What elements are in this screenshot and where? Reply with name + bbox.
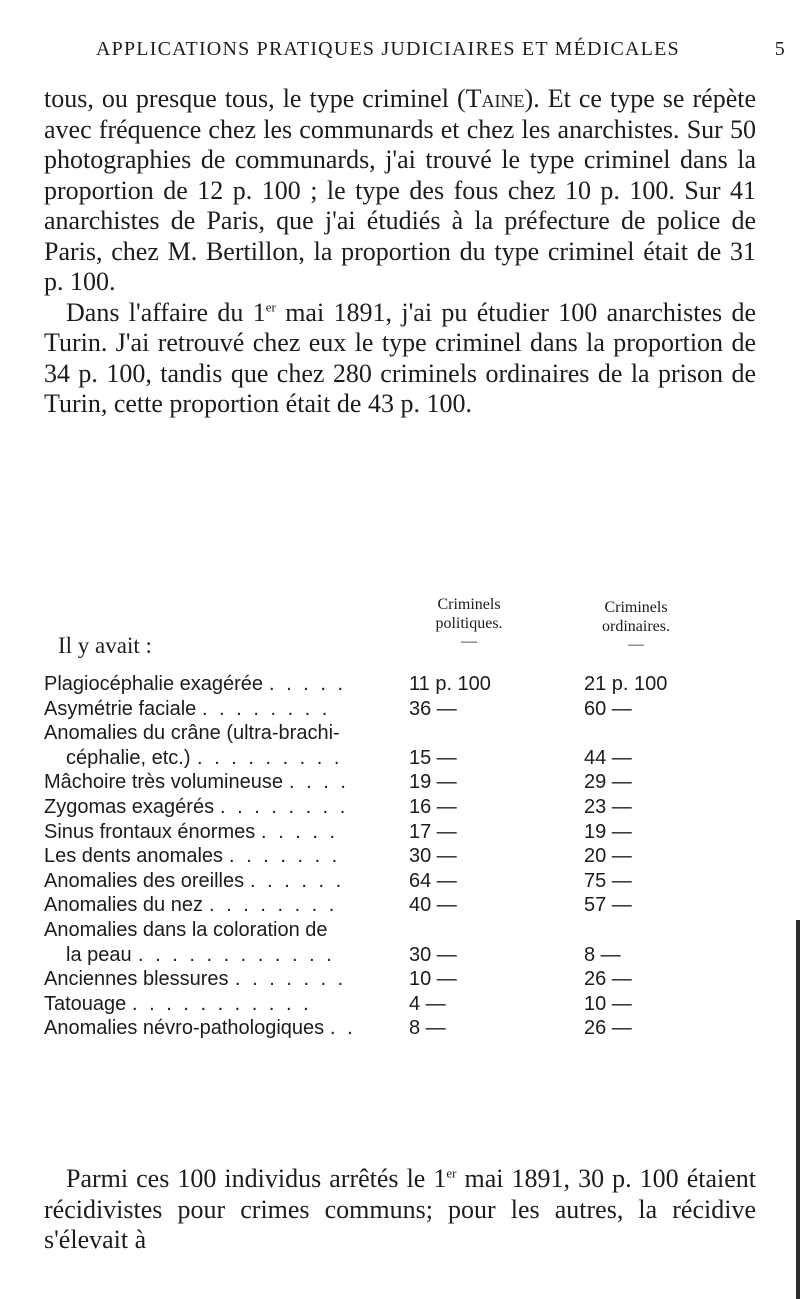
superscript: er	[446, 1165, 457, 1181]
table-row	[44, 870, 764, 895]
value-political: 16 —	[409, 795, 457, 818]
value-ordinary: 26 —	[584, 968, 632, 991]
value-ordinary: 20 —	[584, 845, 632, 868]
column-header-line: Criminels	[437, 596, 501, 613]
row-label: Anomalies du crâne (ultra-brachi-	[44, 722, 340, 745]
paragraph	[44, 298, 756, 420]
value-ordinary: 26 —	[584, 1017, 632, 1040]
row-label: Anomalies du nez	[44, 894, 203, 917]
table-row	[44, 821, 764, 846]
value-ordinary: 10 —	[584, 992, 632, 1015]
paragraph-text: Dans l'affaire du 1	[66, 297, 266, 327]
value-political: 40 —	[409, 894, 457, 917]
value-political: 17 —	[409, 820, 457, 843]
paragraph	[44, 1164, 756, 1256]
value-political: 36 —	[409, 697, 457, 720]
column-header-political	[404, 595, 534, 633]
row-label: Anomalies des oreilles	[44, 869, 245, 892]
value-political: 15 —	[409, 746, 457, 769]
page-edge	[796, 920, 800, 1299]
column-header-line: Criminels	[604, 599, 668, 616]
row-label: la peau	[66, 943, 132, 966]
value-political: 30 —	[409, 845, 457, 868]
value-ordinary: 75 —	[584, 869, 632, 892]
running-title: APPLICATIONS PRATIQUES JUDICIAIRES ET MÉDICALES	[96, 38, 680, 60]
paragraph-text: ). Et ce type se répète avec fréquence chez les communards et chez les anarchistes. Sur 50 photographies de communards, j'ai trouvé le type criminel dans la proportion de 12 p. 100 ; le type des fous chez 10 p. 100. Sur 41 anarchistes de Paris, que j'ai étudiés à la préfecture de police de Paris, chez M. Bertillon, la proportion du type criminel était de 31 p. 100.	[44, 84, 757, 296]
row-label: Tatouage	[44, 992, 127, 1015]
value-ordinary: 19 —	[584, 820, 632, 843]
row-label: Plagiocéphalie exagérée	[44, 673, 264, 695]
running-header	[96, 38, 786, 61]
dot-leader: . . . . . . .	[235, 968, 347, 991]
row-label: Anomalies dans la coloration de	[44, 918, 328, 941]
value-ordinary: 44 —	[584, 746, 632, 769]
table-row	[44, 968, 764, 993]
value-political: 19 —	[409, 771, 457, 794]
table-row	[44, 894, 764, 919]
author-name: Taine	[465, 84, 525, 113]
row-label: céphalie, etc.)	[66, 746, 191, 769]
page-number: 5	[774, 38, 786, 60]
table-row	[44, 1017, 764, 1042]
column-dash: —	[628, 636, 644, 653]
dot-leader: . . . . . . . .	[209, 894, 338, 917]
paragraph-text: tous, ou presque tous, le type criminel (	[44, 84, 466, 113]
table-row	[44, 747, 764, 772]
row-label: Zygomas exagérés	[44, 795, 215, 818]
column-header-line: politiques.	[435, 615, 503, 632]
dot-leader: . . . . . . . . . . . .	[138, 943, 335, 966]
table-row	[44, 944, 764, 969]
value-political: 10 —	[409, 968, 457, 991]
value-political: 64 —	[409, 869, 457, 892]
dot-leader: . . . . .	[261, 820, 339, 843]
row-label: Sinus frontaux énormes	[44, 820, 256, 843]
table-row	[44, 698, 764, 723]
dot-leader: . . . . . . . .	[202, 697, 331, 720]
statistics-table	[44, 673, 764, 1042]
value-political: 30 —	[409, 943, 457, 966]
dot-leader: . . . . . . . . . . .	[132, 992, 312, 1015]
value-ordinary: 21 p. 100	[584, 673, 668, 695]
table-row	[44, 919, 764, 944]
row-label: Asymétrie faciale	[44, 697, 197, 720]
dot-leader: . .	[330, 1017, 356, 1040]
table-intro: Il y avait :	[58, 633, 152, 658]
value-ordinary: 57 —	[584, 894, 632, 917]
dot-leader: . . . . . . . . .	[197, 746, 343, 769]
row-label: Les dents anomales	[44, 845, 224, 868]
value-political: 11 p. 100	[409, 673, 491, 695]
row-label: Anomalies névro-pathologiques	[44, 1017, 325, 1040]
dot-leader: . . . . .	[269, 673, 347, 695]
value-political: 8 —	[409, 1017, 446, 1040]
value-ordinary: 29 —	[584, 771, 632, 794]
row-label: Mâchoire très volumineuse	[44, 771, 283, 794]
value-ordinary: 23 —	[584, 795, 632, 818]
table-row	[44, 796, 764, 821]
column-header-ordinary	[566, 598, 706, 636]
paragraph-text: mai 1891, j'ai pu étudier 100 anarchistes de Turin. J'ai retrouvé chez eux le type criminel dans la proportion de 34 p. 100, tandis que chez 280 criminels ordinaires de la prison de Turin, cette proportion était de 43 p. 100.	[44, 297, 756, 418]
table-row	[44, 845, 764, 870]
value-political: 4 —	[409, 992, 446, 1015]
table-row	[44, 993, 764, 1018]
dot-leader: . . . . . . .	[229, 845, 341, 868]
column-dash: —	[461, 633, 477, 650]
dot-leader: . . . .	[289, 771, 349, 794]
superscript: er	[265, 298, 276, 314]
paragraph-text: Parmi ces 100 individus arrêtés le 1	[66, 1164, 447, 1193]
row-label: Anciennes blessures	[44, 968, 229, 991]
paragraph-text: mai 1891, 30 p. 100 étaient récidivistes pour crimes communs; pour les autres, la récidive s'élevait à	[44, 1164, 756, 1254]
table-row	[44, 722, 764, 747]
paragraph	[44, 84, 756, 298]
column-header-line: ordinaires.	[602, 618, 670, 635]
table-row	[44, 673, 764, 698]
value-ordinary: 60 —	[584, 697, 632, 720]
closing-text	[44, 1164, 756, 1256]
dot-leader: . . . . . . . .	[220, 795, 349, 818]
intro-text	[44, 84, 756, 420]
value-ordinary: 8 —	[584, 943, 621, 966]
table-row	[44, 771, 764, 796]
dot-leader: . . . . . .	[250, 869, 345, 892]
